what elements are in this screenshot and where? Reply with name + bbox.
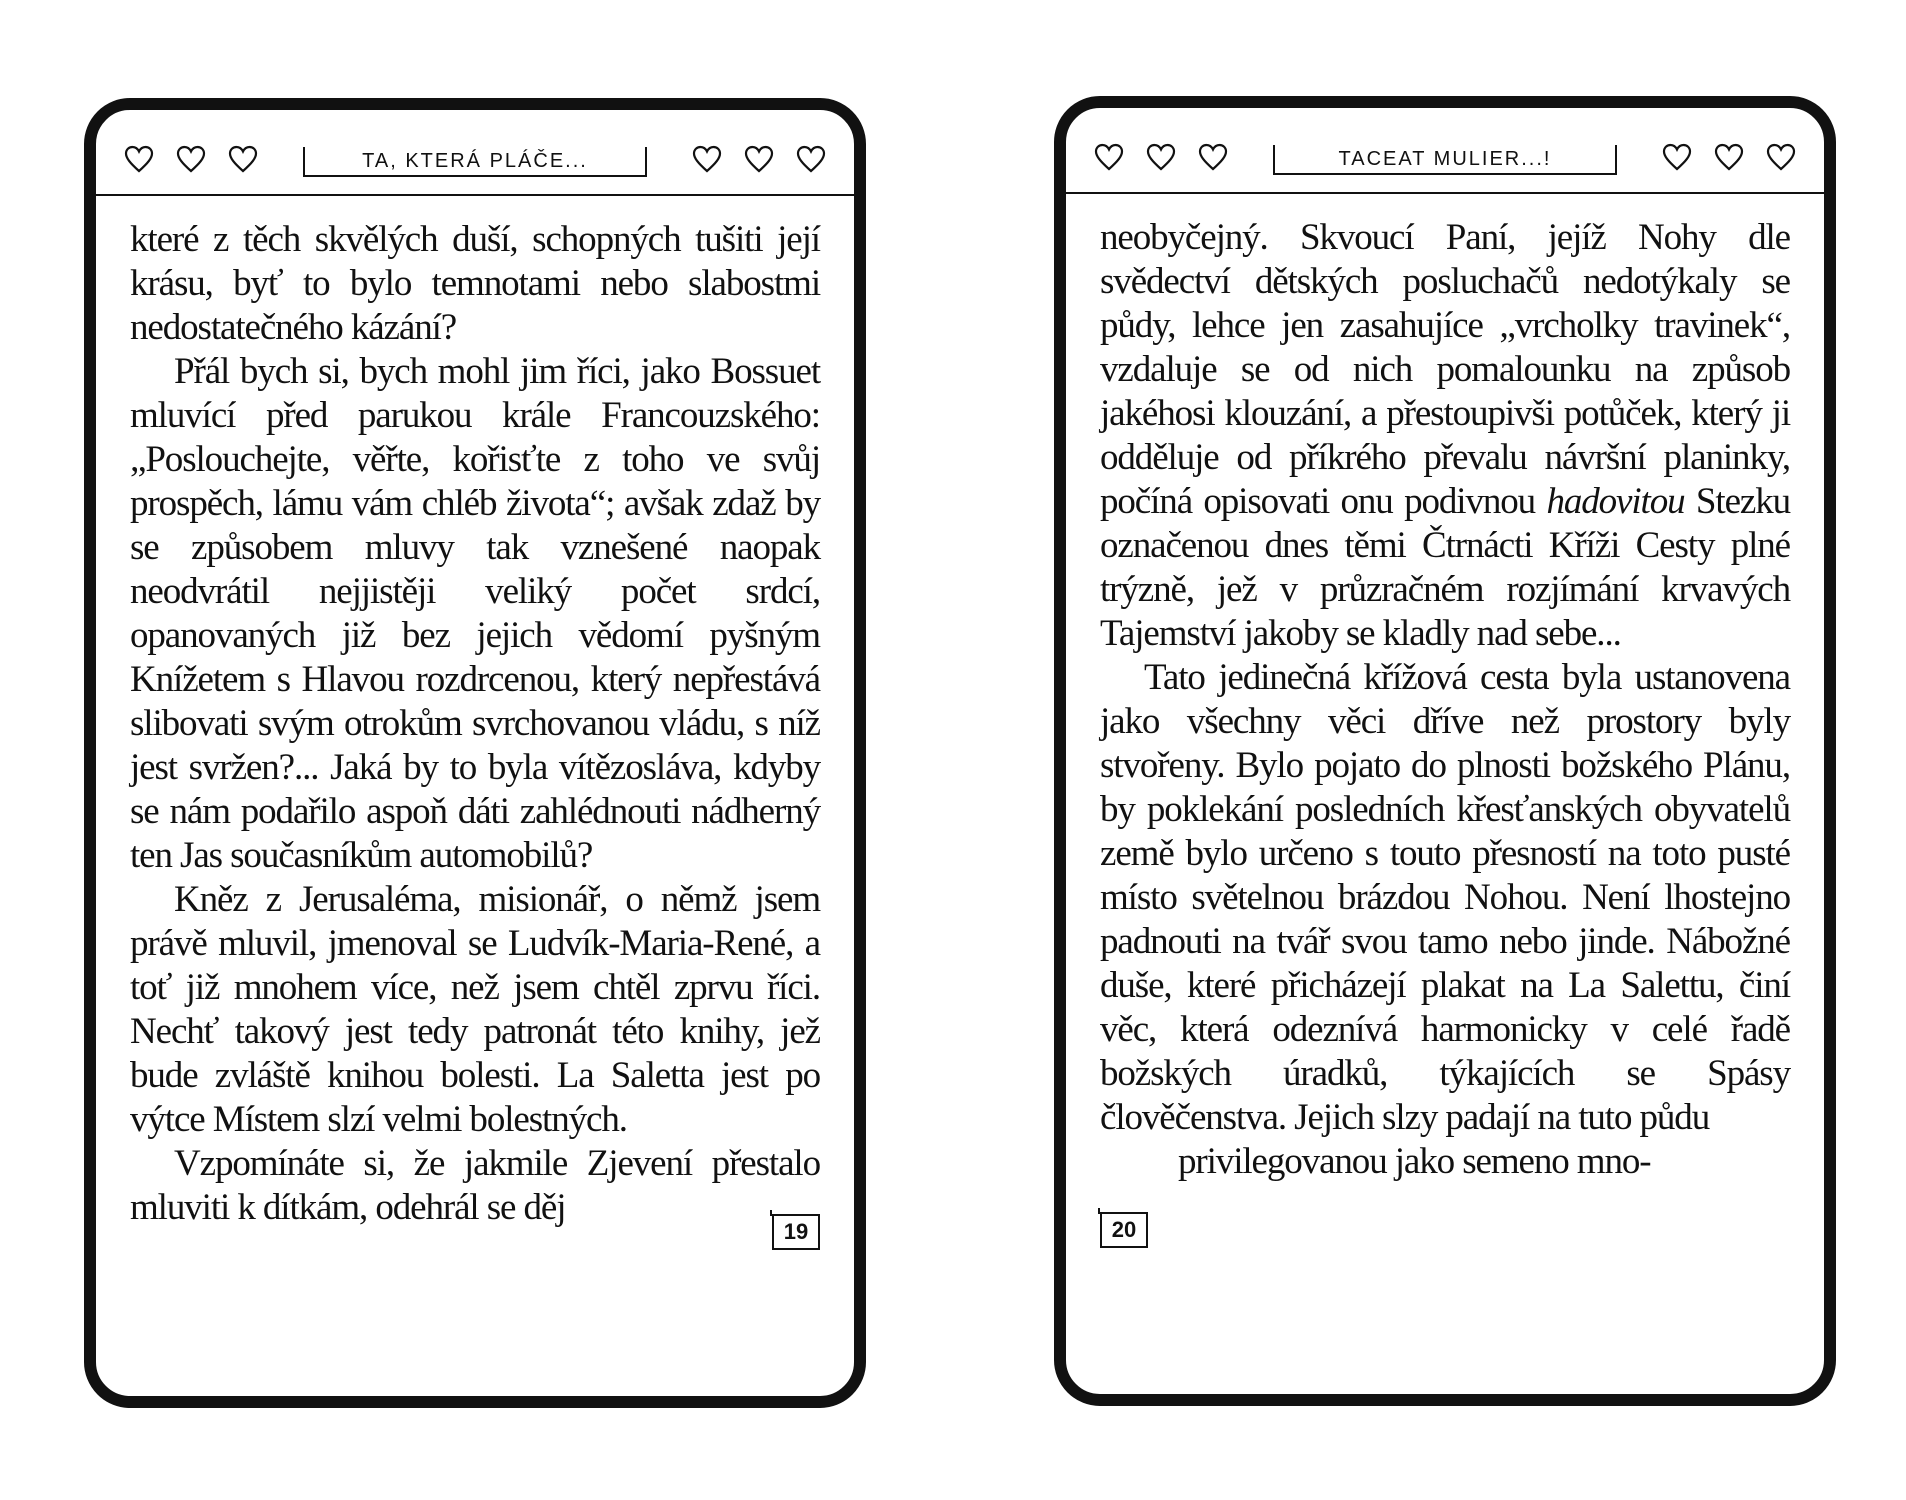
paragraph-text: Stezku označenou dnes těmi Čtrnácti Kříži Cesty plné trýzně, jež v průzračném rozjímání krvavých Tajemství jakoby se kladly nad sebe... [1100,481,1791,654]
paragraph: Vzpomínáte si, že jakmile Zjevení přestalo mluviti k dítkám, odehrál se děj [130,1143,820,1228]
left-running-title: TA, KTERÁ PLÁČE... [303,147,647,177]
right-header-hearts-end [1662,143,1796,171]
heart-icon [796,145,826,173]
left-header-hearts-start [124,145,258,173]
paragraph: privilegovanou jako semeno mno- [1178,1141,1651,1182]
heart-icon [228,145,258,173]
page-number: 19 [772,1214,820,1250]
right-header-rule [1066,192,1824,194]
left-page-text [130,218,820,1230]
left-page-header [124,134,826,184]
heart-icon [1198,143,1228,171]
right-page [1054,96,1836,1406]
right-running-title: TACEAT MULIER...! [1273,145,1617,175]
paragraph: Tato jedinečná křížová cesta byla ustanovena jako všechny věci dříve než prostory byly stvořeny. Bylo pojato do plnosti božského Plánu, by poklekání posledních křesťanských obyvatelů země bylo určeno s touto přesností na toto pusté místo světelnou brázdou Nohou. Není lhostejno padnouti na tvář svou tamo nebo jinde. Nábožné duše, které přicházejí plakat na La Salettu, činí věc, která odeznívá harmonicky v celé řadě božských úradků, týkajících se Spásy člověčenstva. Jejich slzy padají na tuto půdu [1100,657,1790,1138]
heart-icon [1766,143,1796,171]
right-page-text [1100,216,1790,1184]
left-header-hearts-end [692,145,826,173]
left-page [84,98,866,1408]
right-header-hearts-start [1094,143,1228,171]
right-page-header [1094,132,1796,182]
heart-icon [1662,143,1692,171]
heart-icon [1714,143,1744,171]
heart-icon [176,145,206,173]
heart-icon [1146,143,1176,171]
heart-icon [692,145,722,173]
paragraph: Kněz z Jerusaléma, misionář, o němž jsem právě mluvil, jmenoval se Ludvík-Maria-René, a toť již mnohem více, než jsem chtěl zprvu říci. Nechť takový jest tedy patronát této knihy, jež bude zvláště knihou bolesti. La Saletta jest po výtce Místem slzí velmi bolestných. [130,879,820,1140]
paragraph [1100,216,1790,656]
italic-word: hadovitou [1546,481,1685,522]
page-number: 20 [1100,1212,1148,1248]
left-header-rule [96,194,854,196]
paragraph: Přál bych si, bych mohl jim říci, jako Bossuet mluvící před parukou krále Francouzského: „Poslouchejte, věřte, kořisťte z toho ve svůj prospěch, lámu vám chléb života“; avšak zdaž by se způsobem mluvy tak vznešené naopak neodvrátil nejjistěji veliký počet srdcí, opanovaných již bez jejich vědomí pyšným Knížetem s Hlavou rozdrcenou, který nepřestává slibovati svým otrokům svrchovanou vládu, s níž jest svržen?... Jaká by to byla vítězosláva, kdyby se nám podařilo aspoň dáti zahlédnouti nádherný ten Jas současníkům automobilů? [130,351,820,876]
heart-icon [1094,143,1124,171]
heart-icon [124,145,154,173]
paragraph-text: neobyčejný. Skvoucí Paní, jejíž Nohy dle svědectví dětských posluchačů nedotýkaly se půdy, lehce jen zasahujíce „vrcholky travinek“, vzdaluje se od nich pomalounku na způsob jakéhosi klouzání, a přestoupivši potůček, který ji odděluje od příkrého převalu návršní planinky, počíná opisovati onu podivnou [1100,217,1790,522]
paragraph: které z těch skvělých duší, schopných tušiti její krásu, byť to bylo temnotami nebo slabostmi nedostatečného kázání? [130,219,820,348]
heart-icon [744,145,774,173]
